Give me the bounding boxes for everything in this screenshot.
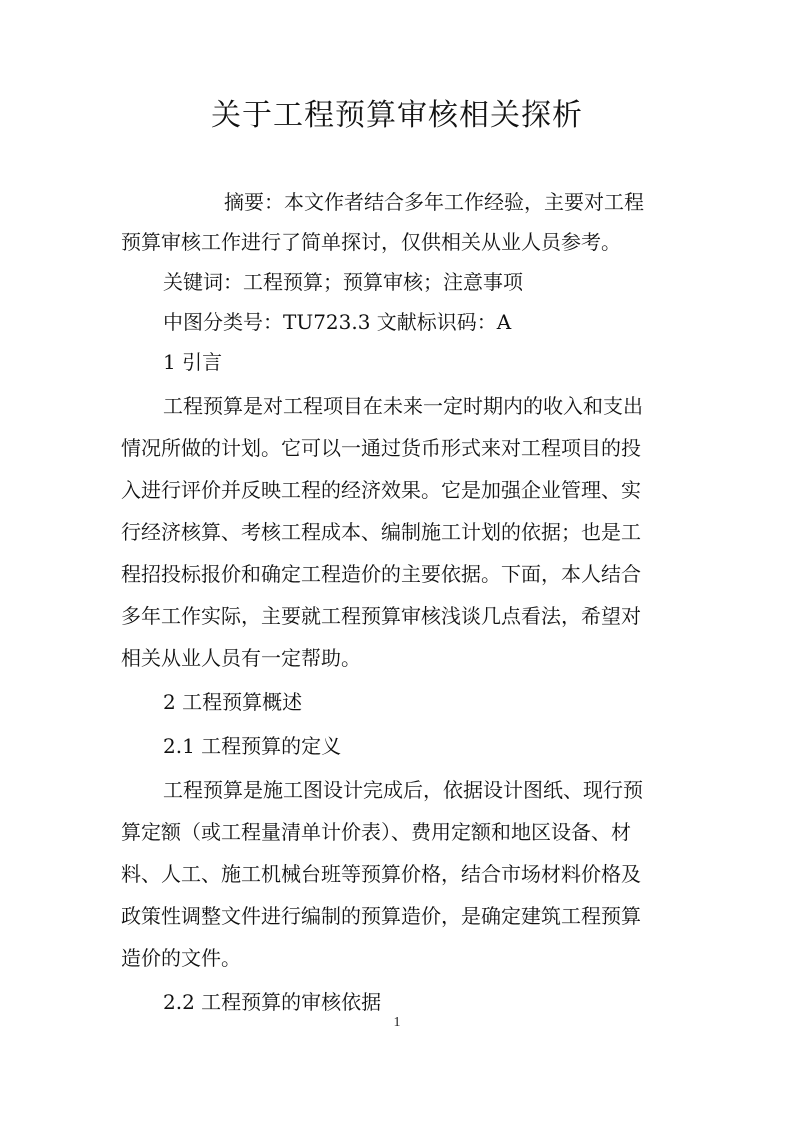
- section-1-heading: 1 引言: [163, 350, 223, 374]
- classification-line: 中图分类号：TU723.3 文献标识码：A: [163, 310, 512, 334]
- body-line-3: 入进行评价并反映工程的经济效果。它是加强企业管理、实: [121, 478, 641, 502]
- body-line-5: 程招投标报价和确定工程造价的主要依据。下面，本人结合: [121, 562, 641, 586]
- keywords-line: 关键词：工程预算；预算审核；注意事项: [163, 270, 523, 294]
- document-title: 关于工程预算审核相关探析: [211, 98, 583, 133]
- section-2-heading: 2 工程预算概述: [163, 690, 303, 714]
- page-number: 1: [393, 1015, 401, 1030]
- body-line-6: 多年工作实际，主要就工程预算审核浅谈几点看法，希望对: [121, 604, 641, 628]
- definition-line-1: 工程预算是施工图设计完成后，依据设计图纸、现行预: [163, 778, 643, 802]
- definition-line-4: 政策性调整文件进行编制的预算造价，是确定建筑工程预算: [121, 904, 641, 928]
- abstract-line-1: 摘要：本文作者结合多年工作经验，主要对工程: [224, 190, 644, 214]
- body-line-2: 情况所做的计划。它可以一通过货币形式来对工程项目的投: [121, 436, 641, 460]
- definition-line-2: 算定额（或工程量清单计价表）、费用定额和地区设备、材: [121, 820, 631, 844]
- section-2-2-heading: 2.2 工程预算的审核依据: [163, 990, 382, 1014]
- definition-line-5: 造价的文件。: [121, 946, 241, 970]
- definition-line-3: 料、人工、施工机械台班等预算价格，结合市场材料价格及: [121, 862, 641, 886]
- body-line-1: 工程预算是对工程项目在未来一定时期内的收入和支出: [163, 394, 643, 418]
- section-2-1-heading: 2.1 工程预算的定义: [163, 734, 342, 758]
- body-line-4: 行经济核算、考核工程成本、编制施工计划的依据；也是工: [121, 520, 641, 544]
- abstract-line-2: 预算审核工作进行了简单探讨，仅供相关从业人员参考。: [121, 230, 621, 254]
- body-line-7: 相关从业人员有一定帮助。: [121, 646, 361, 670]
